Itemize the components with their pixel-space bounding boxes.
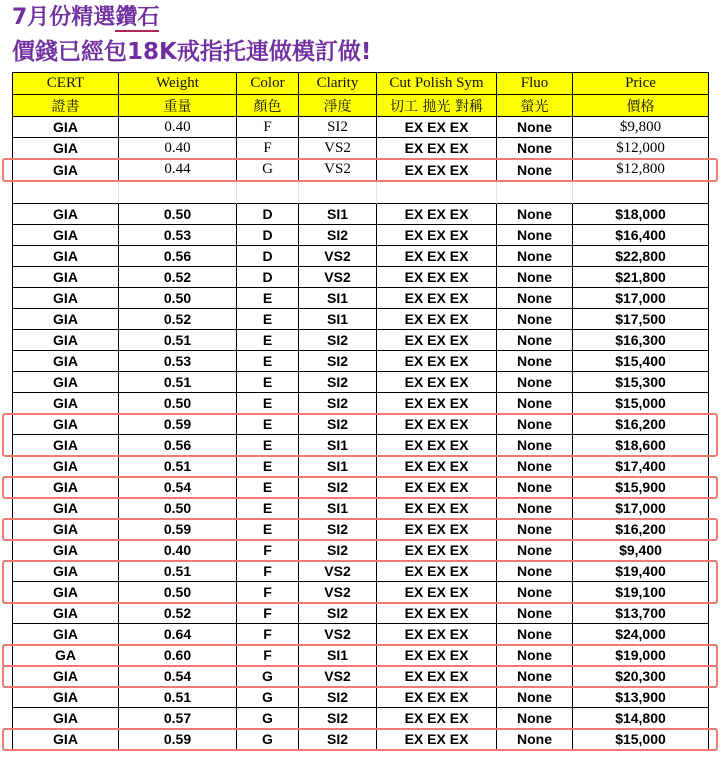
cell-fluo: None	[497, 204, 573, 225]
cell-cert: GIA	[13, 414, 119, 435]
cell-weight: 0.50	[119, 288, 237, 309]
table-row	[13, 267, 709, 288]
page-title	[12, 4, 159, 32]
cell-clarity: SI1	[299, 204, 377, 225]
cell-cert: GIA	[13, 561, 119, 582]
cell-cut-polish-sym: EX EX EX	[377, 267, 497, 288]
cell-clarity: VS2	[299, 624, 377, 645]
table-row	[13, 729, 709, 750]
cell-weight: 0.51	[119, 687, 237, 708]
table-row	[13, 435, 709, 456]
cell-cut-polish-sym: EX EX EX	[377, 519, 497, 540]
spacer-cell	[377, 181, 497, 204]
cell-color: E	[237, 519, 299, 540]
cell-cut-polish-sym: EX EX EX	[377, 540, 497, 561]
spacer-row	[13, 181, 709, 204]
header-fluo-zh: 螢光	[497, 95, 573, 117]
cell-price: $15,300	[573, 372, 709, 393]
header-cert-zh: 證書	[13, 95, 119, 117]
cell-weight: 0.50	[119, 204, 237, 225]
cell-cut-polish-sym: EX EX EX	[377, 456, 497, 477]
table-row	[13, 288, 709, 309]
cell-clarity: SI2	[299, 393, 377, 414]
cell-cut-polish-sym: EX EX EX	[377, 582, 497, 603]
cell-color: F	[237, 645, 299, 666]
cell-cut-polish-sym: EX EX EX	[377, 729, 497, 750]
cell-cert: GIA	[13, 603, 119, 624]
cell-cut-polish-sym: EX EX EX	[377, 330, 497, 351]
cell-fluo: None	[497, 456, 573, 477]
cell-fluo: None	[497, 351, 573, 372]
cell-cert: GIA	[13, 288, 119, 309]
cell-cert: GIA	[13, 477, 119, 498]
cell-price: $15,900	[573, 477, 709, 498]
cell-price: $12,000	[573, 138, 709, 159]
cell-weight: 0.57	[119, 708, 237, 729]
cell-color: F	[237, 561, 299, 582]
cell-weight: 0.64	[119, 624, 237, 645]
cell-fluo: None	[497, 540, 573, 561]
cell-price: $15,000	[573, 393, 709, 414]
cell-weight: 0.52	[119, 309, 237, 330]
cell-clarity: SI2	[299, 477, 377, 498]
cell-color: D	[237, 204, 299, 225]
cell-price: $20,300	[573, 666, 709, 687]
header-clarity-zh: 淨度	[299, 95, 377, 117]
cell-color: E	[237, 351, 299, 372]
cell-weight: 0.40	[119, 117, 237, 138]
cell-clarity: SI1	[299, 309, 377, 330]
cell-price: $15,000	[573, 729, 709, 750]
cell-color: E	[237, 498, 299, 519]
spacer-cell	[13, 181, 119, 204]
table-row	[13, 159, 709, 181]
cell-color: E	[237, 456, 299, 477]
cell-cut-polish-sym: EX EX EX	[377, 645, 497, 666]
cell-cert: GIA	[13, 204, 119, 225]
cell-cert: GIA	[13, 540, 119, 561]
cell-cert: GIA	[13, 117, 119, 138]
spacer-cell	[573, 181, 709, 204]
cell-fluo: None	[497, 645, 573, 666]
cell-cert: GIA	[13, 666, 119, 687]
cell-price: $9,800	[573, 117, 709, 138]
cell-weight: 0.53	[119, 225, 237, 246]
cell-cut-polish-sym: EX EX EX	[377, 624, 497, 645]
cell-cut-polish-sym: EX EX EX	[377, 687, 497, 708]
cell-color: F	[237, 603, 299, 624]
cell-cert: GIA	[13, 708, 119, 729]
table-row	[13, 351, 709, 372]
cell-clarity: VS2	[299, 582, 377, 603]
cell-clarity: SI2	[299, 729, 377, 750]
spacer-cell	[299, 181, 377, 204]
cell-cut-polish-sym: EX EX EX	[377, 666, 497, 687]
diamond-price-table	[12, 72, 709, 750]
table-row	[13, 540, 709, 561]
cell-cut-polish-sym: EX EX EX	[377, 708, 497, 729]
cell-cert: GIA	[13, 456, 119, 477]
cell-clarity: VS2	[299, 138, 377, 159]
cell-cut-polish-sym: EX EX EX	[377, 372, 497, 393]
table-row	[13, 687, 709, 708]
header-clarity: Clarity	[299, 73, 377, 95]
cell-cert: GA	[13, 645, 119, 666]
table-row	[13, 393, 709, 414]
cell-color: F	[237, 624, 299, 645]
cell-weight: 0.51	[119, 456, 237, 477]
cell-clarity: VS2	[299, 666, 377, 687]
cell-fluo: None	[497, 330, 573, 351]
cell-price: $19,400	[573, 561, 709, 582]
cell-clarity: SI2	[299, 708, 377, 729]
cell-color: G	[237, 687, 299, 708]
cell-weight: 0.54	[119, 477, 237, 498]
cell-color: F	[237, 582, 299, 603]
cell-cert: GIA	[13, 159, 119, 181]
cell-color: E	[237, 372, 299, 393]
table-row	[13, 372, 709, 393]
spacer-cell	[497, 181, 573, 204]
cell-clarity: VS2	[299, 246, 377, 267]
cell-cert: GIA	[13, 498, 119, 519]
cell-clarity: SI2	[299, 603, 377, 624]
cell-clarity: SI1	[299, 435, 377, 456]
header-color-zh: 顏色	[237, 95, 299, 117]
header-weight-zh: 重量	[119, 95, 237, 117]
table-row	[13, 117, 709, 138]
cell-price: $22,800	[573, 246, 709, 267]
cell-clarity: SI2	[299, 414, 377, 435]
table-row	[13, 666, 709, 687]
spacer-cell	[237, 181, 299, 204]
cell-clarity: SI2	[299, 519, 377, 540]
cell-fluo: None	[497, 519, 573, 540]
header-row-zh	[13, 95, 709, 117]
cell-cut-polish-sym: EX EX EX	[377, 603, 497, 624]
table-row	[13, 645, 709, 666]
cell-fluo: None	[497, 477, 573, 498]
cell-price: $16,400	[573, 225, 709, 246]
cell-fluo: None	[497, 603, 573, 624]
cell-fluo: None	[497, 435, 573, 456]
cell-cert: GIA	[13, 330, 119, 351]
header-row-en	[13, 73, 709, 95]
header-weight: Weight	[119, 73, 237, 95]
cell-color: D	[237, 246, 299, 267]
cell-color: D	[237, 267, 299, 288]
cell-weight: 0.44	[119, 159, 237, 181]
cell-color: G	[237, 729, 299, 750]
table-row	[13, 603, 709, 624]
header-cut-polish-sym-zh: 切工 拋光 對稱	[377, 95, 497, 117]
cell-price: $17,000	[573, 288, 709, 309]
cell-fluo: None	[497, 687, 573, 708]
cell-fluo: None	[497, 138, 573, 159]
cell-color: E	[237, 330, 299, 351]
table-row	[13, 708, 709, 729]
cell-cut-polish-sym: EX EX EX	[377, 117, 497, 138]
cell-clarity: SI2	[299, 372, 377, 393]
cell-cut-polish-sym: EX EX EX	[377, 288, 497, 309]
cell-cut-polish-sym: EX EX EX	[377, 351, 497, 372]
cell-clarity: SI2	[299, 330, 377, 351]
cell-price: $9,400	[573, 540, 709, 561]
cell-weight: 0.60	[119, 645, 237, 666]
cell-cut-polish-sym: EX EX EX	[377, 246, 497, 267]
cell-clarity: SI2	[299, 117, 377, 138]
table-row	[13, 456, 709, 477]
cell-color: F	[237, 138, 299, 159]
cell-price: $21,800	[573, 267, 709, 288]
cell-fluo: None	[497, 393, 573, 414]
table-row	[13, 204, 709, 225]
cell-fluo: None	[497, 267, 573, 288]
table-row	[13, 624, 709, 645]
cell-price: $17,000	[573, 498, 709, 519]
cell-fluo: None	[497, 309, 573, 330]
cell-price: $24,000	[573, 624, 709, 645]
cell-price: $15,400	[573, 351, 709, 372]
cell-price: $19,100	[573, 582, 709, 603]
cell-weight: 0.51	[119, 330, 237, 351]
cell-weight: 0.40	[119, 540, 237, 561]
header-cut-polish-sym: Cut Polish Sym	[377, 73, 497, 95]
cell-cut-polish-sym: EX EX EX	[377, 204, 497, 225]
top-rows-group	[13, 117, 709, 181]
cell-price: $16,200	[573, 519, 709, 540]
cell-color: D	[237, 225, 299, 246]
cell-color: E	[237, 309, 299, 330]
cell-cut-polish-sym: EX EX EX	[377, 435, 497, 456]
cell-weight: 0.59	[119, 729, 237, 750]
cell-cert: GIA	[13, 519, 119, 540]
cell-clarity: SI1	[299, 645, 377, 666]
cell-weight: 0.56	[119, 246, 237, 267]
header-price: Price	[573, 73, 709, 95]
cell-color: G	[237, 666, 299, 687]
cell-weight: 0.56	[119, 435, 237, 456]
cell-cut-polish-sym: EX EX EX	[377, 225, 497, 246]
table-row	[13, 138, 709, 159]
cell-cert: GIA	[13, 309, 119, 330]
cell-cert: GIA	[13, 624, 119, 645]
spacer-cell	[119, 181, 237, 204]
cell-fluo: None	[497, 246, 573, 267]
cell-clarity: SI2	[299, 687, 377, 708]
cell-fluo: None	[497, 729, 573, 750]
cell-cert: GIA	[13, 225, 119, 246]
cell-fluo: None	[497, 117, 573, 138]
cell-weight: 0.54	[119, 666, 237, 687]
table-row	[13, 225, 709, 246]
cell-color: E	[237, 414, 299, 435]
cell-cert: GIA	[13, 267, 119, 288]
cell-cut-polish-sym: EX EX EX	[377, 309, 497, 330]
cell-cut-polish-sym: EX EX EX	[377, 138, 497, 159]
cell-cut-polish-sym: EX EX EX	[377, 561, 497, 582]
cell-weight: 0.53	[119, 351, 237, 372]
cell-color: F	[237, 540, 299, 561]
cell-cert: GIA	[13, 729, 119, 750]
cell-clarity: VS2	[299, 267, 377, 288]
subtitle: 價錢已經包18K戒指托連做模訂做!	[12, 39, 372, 65]
cell-clarity: SI2	[299, 351, 377, 372]
title-underlined: 鑽石	[115, 5, 160, 30]
cell-cut-polish-sym: EX EX EX	[377, 159, 497, 181]
cell-cut-polish-sym: EX EX EX	[377, 498, 497, 519]
cell-clarity: SI1	[299, 288, 377, 309]
cell-weight: 0.50	[119, 498, 237, 519]
cell-cert: GIA	[13, 582, 119, 603]
cell-price: $16,200	[573, 414, 709, 435]
cell-cut-polish-sym: EX EX EX	[377, 477, 497, 498]
cell-cert: GIA	[13, 435, 119, 456]
main-rows-group	[13, 204, 709, 750]
cell-price: $18,000	[573, 204, 709, 225]
cell-color: E	[237, 477, 299, 498]
cell-weight: 0.52	[119, 603, 237, 624]
cell-color: G	[237, 708, 299, 729]
table-row	[13, 330, 709, 351]
cell-price: $18,600	[573, 435, 709, 456]
cell-weight: 0.50	[119, 393, 237, 414]
title-prefix: 7月份精選	[12, 5, 116, 30]
cell-clarity: SI1	[299, 498, 377, 519]
cell-weight: 0.59	[119, 414, 237, 435]
cell-color: E	[237, 435, 299, 456]
cell-weight: 0.51	[119, 372, 237, 393]
cell-price: $17,500	[573, 309, 709, 330]
cell-weight: 0.51	[119, 561, 237, 582]
table-row	[13, 477, 709, 498]
cell-fluo: None	[497, 708, 573, 729]
cell-fluo: None	[497, 225, 573, 246]
table-row	[13, 414, 709, 435]
cell-clarity: SI2	[299, 540, 377, 561]
header-price-zh: 價格	[573, 95, 709, 117]
cell-cert: GIA	[13, 246, 119, 267]
cell-color: F	[237, 117, 299, 138]
cell-price: $14,800	[573, 708, 709, 729]
header-fluo: Fluo	[497, 73, 573, 95]
header-color: Color	[237, 73, 299, 95]
cell-fluo: None	[497, 561, 573, 582]
cell-cert: GIA	[13, 687, 119, 708]
cell-fluo: None	[497, 624, 573, 645]
table-row	[13, 246, 709, 267]
table-row	[13, 309, 709, 330]
cell-price: $13,700	[573, 603, 709, 624]
cell-price: $17,400	[573, 456, 709, 477]
table-row	[13, 498, 709, 519]
cell-color: E	[237, 393, 299, 414]
cell-color: E	[237, 288, 299, 309]
table-row	[13, 561, 709, 582]
cell-price: $16,300	[573, 330, 709, 351]
cell-weight: 0.59	[119, 519, 237, 540]
cell-fluo: None	[497, 159, 573, 181]
cell-color: G	[237, 159, 299, 181]
cell-clarity: VS2	[299, 561, 377, 582]
cell-clarity: VS2	[299, 159, 377, 181]
cell-price: $19,000	[573, 645, 709, 666]
cell-cert: GIA	[13, 372, 119, 393]
cell-cut-polish-sym: EX EX EX	[377, 393, 497, 414]
cell-weight: 0.40	[119, 138, 237, 159]
cell-cut-polish-sym: EX EX EX	[377, 414, 497, 435]
cell-fluo: None	[497, 288, 573, 309]
table-row	[13, 582, 709, 603]
cell-cert: GIA	[13, 351, 119, 372]
cell-price: $13,900	[573, 687, 709, 708]
table-row	[13, 519, 709, 540]
header-cert: CERT	[13, 73, 119, 95]
cell-cert: GIA	[13, 138, 119, 159]
cell-clarity: SI1	[299, 456, 377, 477]
cell-weight: 0.50	[119, 582, 237, 603]
cell-price: $12,800	[573, 159, 709, 181]
cell-fluo: None	[497, 414, 573, 435]
cell-cert: GIA	[13, 393, 119, 414]
cell-fluo: None	[497, 582, 573, 603]
cell-fluo: None	[497, 666, 573, 687]
cell-weight: 0.52	[119, 267, 237, 288]
cell-fluo: None	[497, 498, 573, 519]
cell-fluo: None	[497, 372, 573, 393]
cell-clarity: SI2	[299, 225, 377, 246]
